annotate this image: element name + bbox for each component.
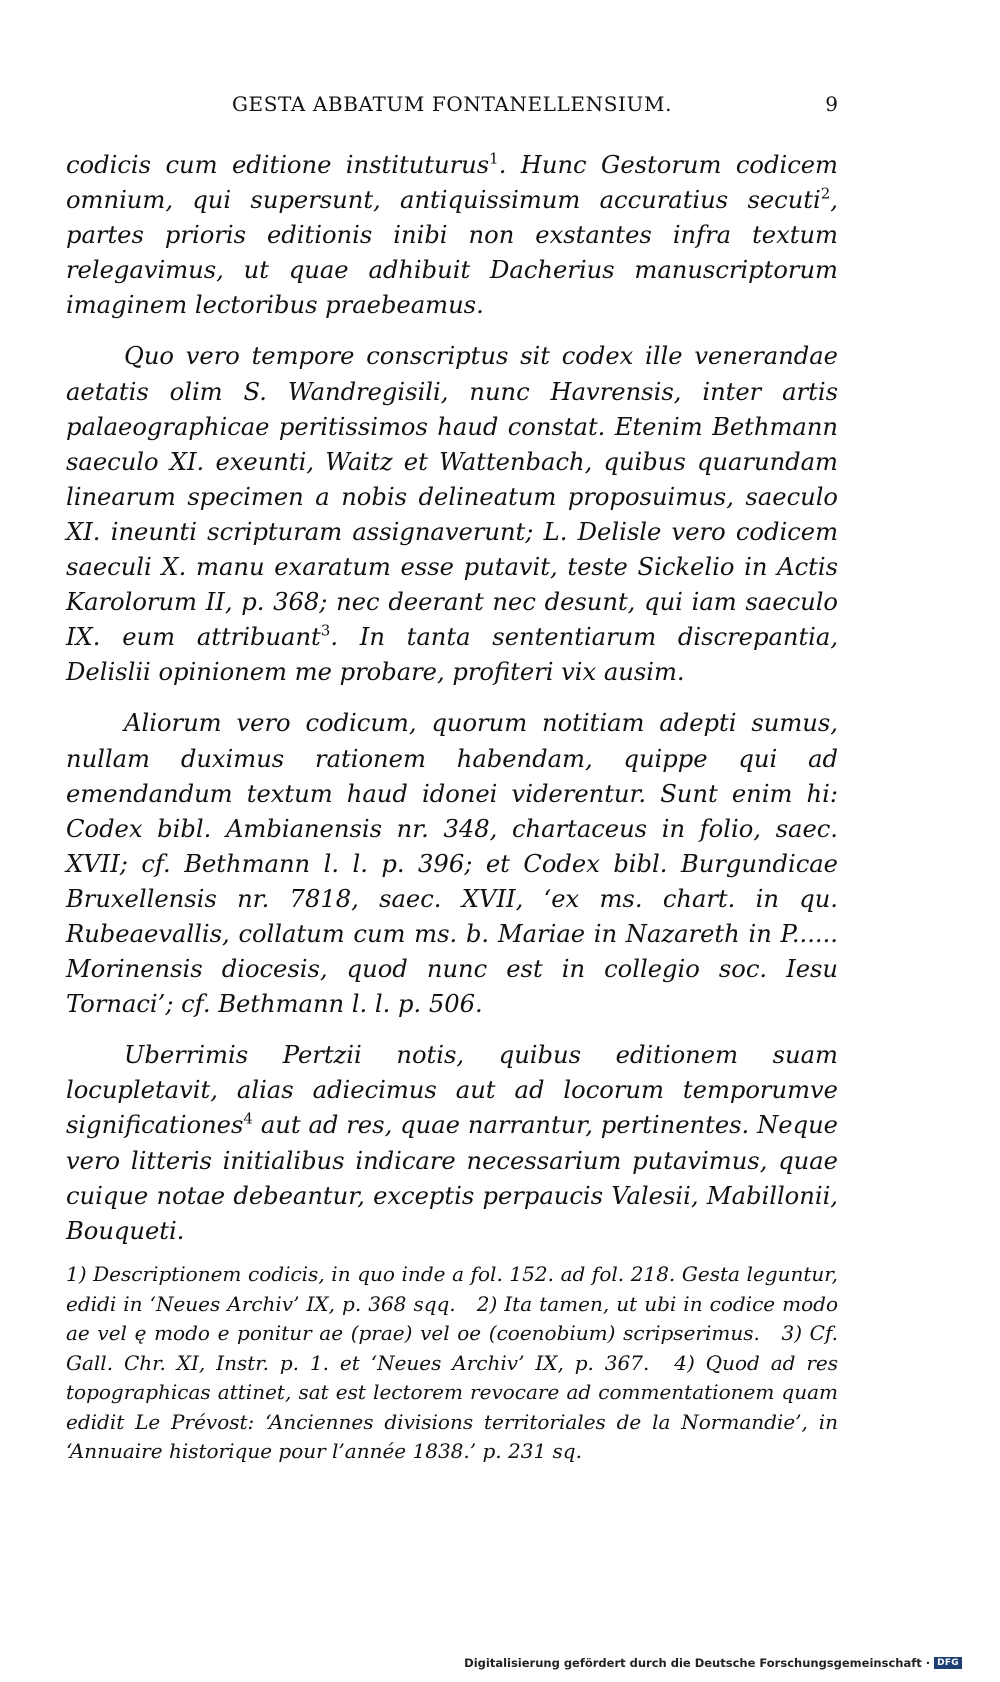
footnote-ref-1: 1 — [489, 149, 499, 168]
page-header — [66, 92, 838, 122]
footnote-3: 3) Cf. Gall. Chr. XI, Instr. p. 1. et ‘Neues Archiv’ IX, p. 367. — [66, 1321, 839, 1375]
paragraph-1-part-1: codicis cum editione instituturus — [66, 151, 490, 179]
paragraph-4-part-2: aut ad res, quae narrantur, pertinentes. Neque vero litteris initialibus indicare necessarium putavimus, quae cuique notae debeantur, exceptis perpaucis Valesii, Mabillonii, Bouqueti. — [66, 1111, 838, 1245]
running-title: GESTA ABBATUM FONTANELLENSIUM. — [231, 92, 673, 116]
footnote-ref-4: 4 — [243, 1110, 253, 1129]
footnote-ref-3: 3 — [320, 621, 331, 640]
paragraph-4 — [66, 1038, 838, 1249]
footnote-4: 4) Quod ad res topographicas attinet, sat est lectorem revocare ad commentationem quam edidit Le Prévost: ‘Anciennes divisions territoriales de la Normandie’, in ‘Annuaire historique pour l’année 1838.’ p. 231 sq. — [66, 1350, 838, 1463]
footnotes — [66, 1260, 838, 1467]
page-number: 9 — [825, 92, 838, 116]
paragraph-3: Aliorum vero codicum, quorum notitiam adepti sumus, nullam duximus rationem habendam, quippe qui ad emendandum textum haud idonei viderentur. Sunt enim hi: Codex bibl. Ambianensis nr. 348, chartaceus in folio, saec. XVII; cf. Bethmann l. l. p. 396; et Codex bibl. Burgundicae Bruxellensis nr. 7818, saec. XVII, ‘ex ms. chart. in qu. Rubeaevallis, collatum cum ms. b. Mariae in Nazareth in P...... Morinensis diocesis, quod nunc est in collegio soc. Iesu Tornaci’; cf. Bethmann l. l. p. 506. — [66, 709, 838, 1019]
paragraph-2 — [66, 339, 838, 690]
paragraph-2-part-2: . In tanta sententiarum discrepantia, Delislii opinionem me probare, profiteri vix ausim. — [66, 623, 839, 687]
paragraph-1-part-3: , partes prioris editionis inibi non exstantes infra textum relegavimus, ut quae adhibuit Dacherius manuscriptorum imaginem lectoribus praebeamus. — [66, 186, 838, 320]
credit-text: Digitalisierung gefördert durch die Deutsche Forschungsgemeinschaft · — [464, 1656, 931, 1670]
digitization-credit — [464, 1656, 962, 1670]
main-text — [66, 148, 838, 1265]
dfg-logo: DFG — [934, 1657, 962, 1669]
footnote-ref-2: 2 — [820, 184, 831, 203]
footnote-2: 2) Ita tamen, ut ubi in codice modo ae vel ę modo e ponitur ae (prae) vel oe (coenobium) scripserimus. — [66, 1291, 838, 1345]
footnote-1: 1) Descriptionem codicis, in quo inde a fol. 152. ad fol. 218. Gesta leguntur, edidi in ‘Neues Archiv’ IX, p. 368 sqq. — [66, 1262, 838, 1316]
paragraph-1 — [66, 148, 838, 323]
paragraph-1-part-2: . Hunc Gestorum codicem omnium, qui supersunt, antiquissimum accuratius secuti — [66, 151, 838, 215]
paragraph-2-part-1: Quo vero tempore conscriptus sit codex ille venerandae aetatis olim S. Wandregisili, nunc Havrensis, inter artis palaeographicae peritissimos haud constat. Etenim Bethmann saeculo XI. exeunti, Waitz et Wattenbach, quibus quarundam linearum specimen a nobis delineatum proposuimus, saeculo XI. ineunti scripturam assignaverunt; L. Delisle vero codicem saeculi X. manu exaratum esse putavit, teste Sickelio in Actis Karolorum II, p. 368; nec deerant nec desunt, qui iam saeculo IX. eum attribuant — [66, 342, 838, 652]
paragraph-4-part-1: Uberrimis Pertzii notis, quibus editionem suam locupletavit, alias adiecimus aut ad locorum temporumve significationes — [66, 1041, 838, 1140]
footnote-block — [66, 1260, 838, 1467]
